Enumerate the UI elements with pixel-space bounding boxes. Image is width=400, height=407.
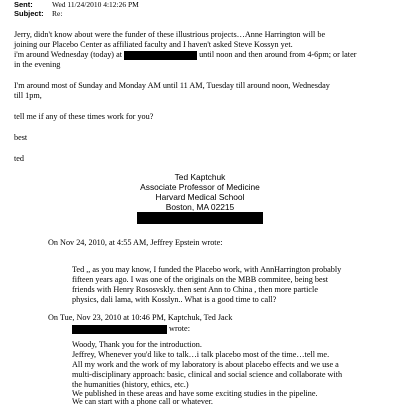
signature-city: Boston, MA 02215 (165, 202, 235, 212)
quote1-intro: On Nov 24, 2010, at 4:55 AM, Jeffrey Epstein wrote: (48, 238, 223, 247)
sent-row (14, 0, 139, 9)
quote2-line4: multi-disciplinary approach: basic, clinical and social science and collaborate with (72, 370, 343, 379)
signature-org: Harvard Medical School (155, 192, 245, 202)
body-p1-line3-end: until noon and then around from 4-6pm; or later (199, 50, 357, 59)
body-p4: best (14, 133, 28, 142)
body-p1-line3-start: i'm around Wednesday (today) at (14, 50, 122, 59)
quote2-line2: Jeffrey, Whenever you'd like to talk…i talk placebo most of the time…tell me. (72, 350, 330, 359)
body-p3: tell me if any of these times work for you? (14, 112, 154, 121)
quote2-wrote-line (72, 324, 190, 334)
quote1-line1: Ted ,, as you may know, I funded the Placebo work, with AnnHarrington probably (72, 265, 342, 274)
body-p1-line3 (14, 50, 356, 60)
body-p1-line1: Jerry, didn't know about were the funder of these illustrious projects…Anne Harrington will be (14, 30, 326, 39)
body-p2-line1: I'm around most of Sunday and Monday AM until 11 AM, Tuesday till around noon, Wednesday (14, 81, 330, 90)
quote2-line1: Woody, Thank you for the introduction. (72, 340, 202, 349)
redaction-block (124, 51, 197, 60)
quote2-intro: On Tue, Nov 23, 2010 at 10:46 PM, Kaptchuk, Ted Jack (48, 313, 233, 322)
body-p5: ted (14, 154, 25, 163)
quote1-line2: fifteen years ago. I was one of the originals on the MBB commitee, being best (72, 275, 329, 284)
quote2-line6: We published in these areas and have some exciting studies in the pipeline. (72, 389, 318, 398)
subject-row (14, 9, 62, 18)
sent-value: Wed 11/24/2010 4:12:26 PM (52, 0, 139, 9)
signature-name: Ted Kaptchuk (174, 172, 226, 182)
quote2-line7: We can start with a phone call or whatever. (72, 397, 213, 406)
quote2-line3: All my work and the work of my laboratory is about placebo effects and we use a (72, 360, 339, 369)
quote2-line5: the humanities (history, ethics, etc.) (72, 380, 189, 389)
quote1-line4: physics, dali lama, with Kosslyn.. What is a good time to call? (72, 295, 277, 304)
body-p1-line4: in the evening (14, 60, 61, 69)
signature-title: Associate Professor of Medicine (140, 182, 260, 192)
redaction-block (137, 212, 263, 224)
redaction-block (72, 325, 167, 334)
subject-label: Subject: (14, 9, 44, 18)
body-p2-line2: till 1pm, (14, 91, 42, 100)
subject-value: Re: (52, 9, 63, 18)
sent-label: Sent: (14, 0, 33, 9)
body-p1-line2: joining our Placebo Center as affiliated faculty and I haven't asked Steve Kossyn yet. (14, 40, 293, 49)
quote1-line3: friends with Henry Rososvskly. then sent Ann to China , then more particle (72, 285, 318, 294)
quote2-wrote: wrote: (169, 324, 190, 333)
